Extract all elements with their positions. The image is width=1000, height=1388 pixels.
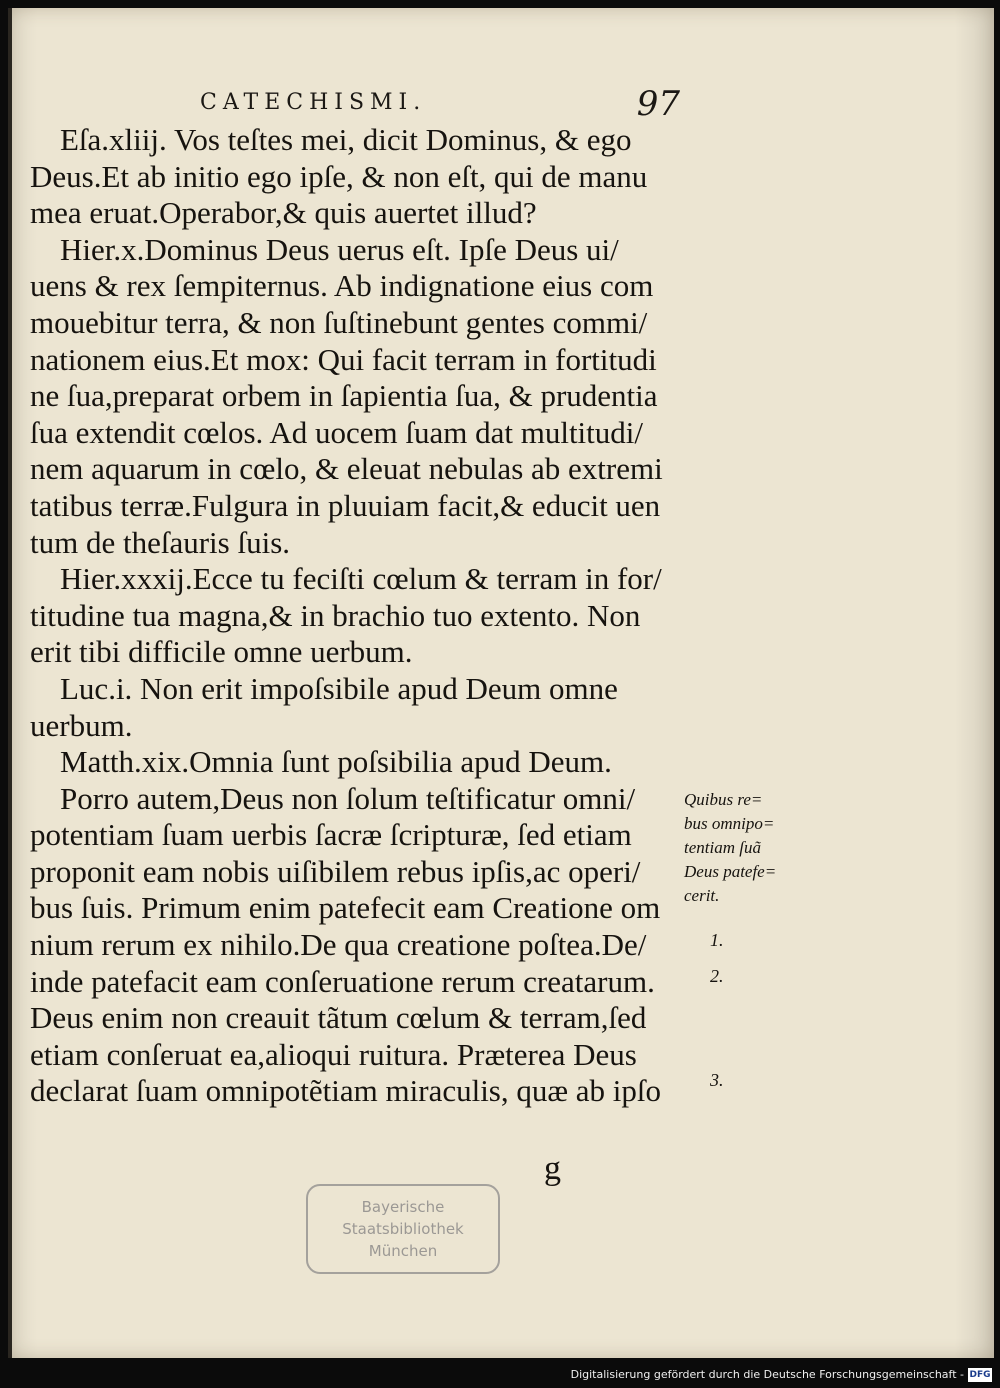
- marginal-note-line: tentiam ſuã: [684, 838, 761, 857]
- text-line: Luc.i. Non erit impoſsibile apud Deum omne: [60, 670, 618, 706]
- text-line: Deus enim non creauit tãtum cœlum & terram,ſed: [30, 1000, 647, 1036]
- text-line: Matth.xix.Omnia ſunt poſsibilia apud Deum.: [60, 744, 612, 780]
- text-line: mouebitur terra, & non ſuſtinebunt gentes commi/: [30, 304, 648, 340]
- text-line: proponit eam nobis uiſibilem rebus ipſis,ac operi/: [30, 853, 641, 889]
- text-line: Hier.x.Dominus Deus uerus eſt. Ipſe Deus ui/: [60, 231, 619, 267]
- footer-credit: Digitalisierung gefördert durch die Deutsche Forschungsgemeinschaft -: [570, 1368, 964, 1381]
- marginal-note: [684, 788, 804, 908]
- text-line: ſua extendit cœlos. Ad uocem ſuam dat multitudi/: [30, 414, 644, 450]
- text-line: inde patefacit eam conſeruatione rerum creatarum.: [30, 963, 655, 999]
- text-line: nem aquarum in cœlo, & eleuat nebulas ab extremi: [30, 451, 663, 487]
- library-stamp: [306, 1184, 500, 1274]
- signature-mark: g: [544, 1150, 561, 1187]
- text-line: uens & rex ſempiternus. Ab indignatione eius com: [30, 268, 654, 304]
- text-line: Hier.xxxij.Ecce tu feciſti cœlum & terram in for/: [60, 561, 662, 597]
- dfg-logo-icon: DFG: [969, 1370, 991, 1380]
- stamp-line-2: Staatsbibliothek: [342, 1220, 464, 1238]
- stamp-line-3: München: [368, 1242, 438, 1260]
- text-line: uerbum.: [30, 707, 133, 743]
- text-line: tatibus terræ.Fulgura in pluuiam facit,& educit uen: [30, 487, 661, 523]
- page-binding-edge: [8, 8, 12, 1358]
- stamp-line-1: Bayerische: [361, 1198, 445, 1216]
- marginal-note-line: bus omnipo=: [684, 814, 775, 833]
- marginal-note-line: Deus patefe=: [684, 862, 777, 881]
- text-line: titudine tua magna,& in brachio tuo extento. Non: [30, 597, 641, 633]
- page-header: [200, 84, 680, 124]
- marginal-note-line: cerit.: [684, 886, 720, 905]
- text-line: declarat ſuam omnipotẽtiam miraculis, quæ ab ipſo: [30, 1073, 662, 1109]
- marginal-marker-1: 1.: [710, 930, 724, 950]
- page-number: 97: [636, 84, 680, 124]
- text-line: Porro autem,Deus non ſolum teſtificatur omni/: [60, 780, 636, 816]
- text-line: tum de theſauris ſuis.: [30, 524, 291, 560]
- text-line: Eſa.xliij. Vos teſtes mei, dicit Dominus, & ego: [60, 122, 632, 157]
- marginal-marker-3: 3.: [710, 1070, 724, 1090]
- text-line: erit tibi difficile omne uerbum.: [30, 634, 413, 670]
- text-line: bus ſuis. Primum enim patefecit eam Creatione om: [30, 890, 661, 926]
- running-title: CATECHISMI.: [200, 90, 427, 115]
- marginal-marker-2: 2.: [710, 966, 724, 986]
- text-line: nium rerum ex nihilo.De qua creatione poſtea.De/: [30, 927, 647, 963]
- body-text: [30, 122, 680, 1110]
- text-line: potentiam ſuam uerbis ſacræ ſcripturæ, ſed etiam: [30, 817, 632, 853]
- marginal-note-line: Quibus re=: [684, 790, 763, 809]
- text-line: Deus.Et ab initio ego ipſe, & non eſt, qui de manu: [30, 158, 648, 194]
- text-line: nationem eius.Et mox: Qui facit terram in fortitudi: [30, 341, 657, 377]
- text-line: etiam conſeruat ea,alioqui ruitura. Præterea Deus: [30, 1036, 637, 1072]
- text-line: ne ſua,preparat orbem in ſapientia ſua, & prudentia: [30, 378, 658, 414]
- text-line: mea eruat.Operabor,& quis auertet illud?: [30, 195, 537, 231]
